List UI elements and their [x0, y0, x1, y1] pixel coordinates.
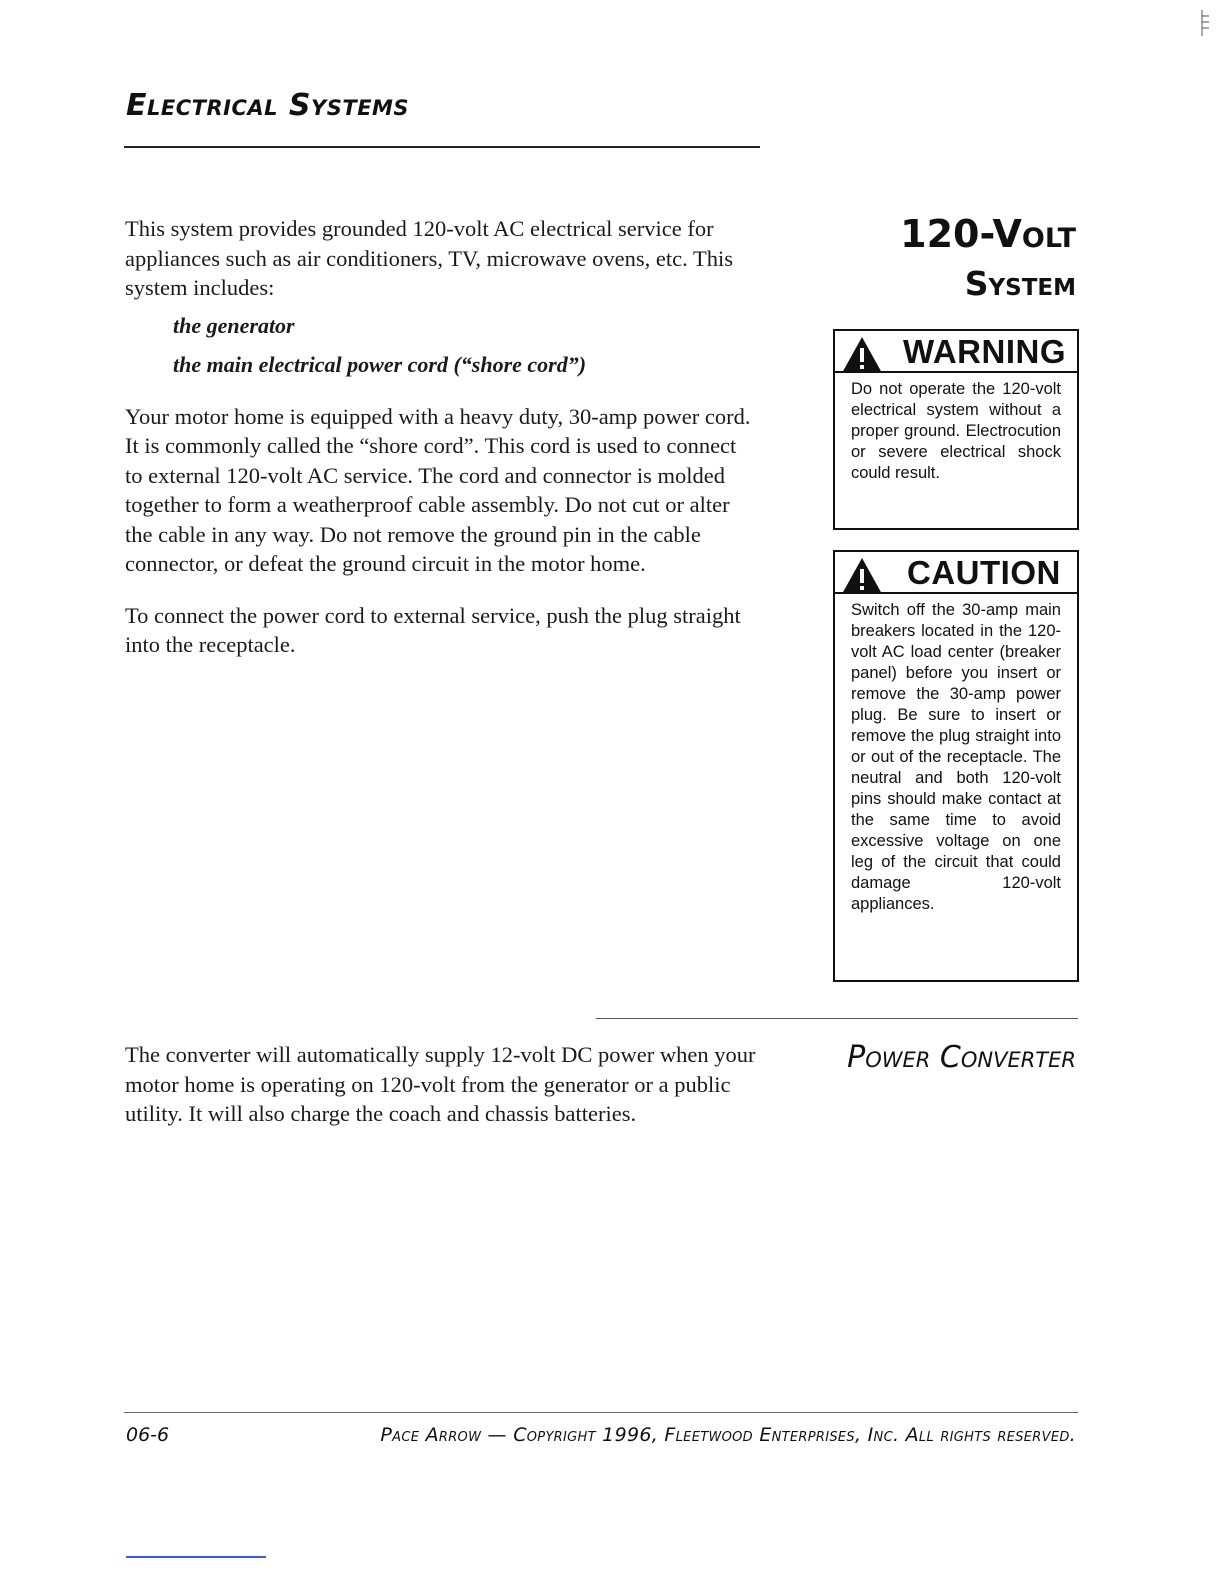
main-text-block [125, 214, 757, 660]
footer-rule [124, 1412, 1078, 1413]
warning-text: Do not operate the 120-volt electrical system without a proper ground. Electrocution or severe electrical shock could result. [851, 380, 1061, 482]
warning-triangle-icon [841, 336, 883, 374]
section-title: Electrical Systems [126, 88, 410, 123]
header-rule [124, 146, 760, 148]
sidebar-title-line-1: 120-Volt [900, 212, 1076, 256]
warning-header [835, 331, 1077, 373]
caution-label: CAUTION [907, 554, 1061, 591]
caution-text: Switch off the 30-amp main breakers located in the 120-volt AC load center (breaker panel) before you insert or remove the 30-amp power plug. Be sure to insert or remove the plug straight into or out of the receptacle. The neutral and both 120-volt pins should make contact at the same time to avoid excessive voltage on one leg of the circuit that could damage 120-volt appliances. [851, 601, 1061, 913]
converter-title: Power Converter [847, 1040, 1076, 1075]
shore-cord-paragraph: Your motor home is equipped with a heavy duty, 30-amp power cord. It is commonly called the “shore cord”. This cord is used to connect to external 120-volt AC service. The cord and connector is molded together to form a weatherproof cable assembly. Do not cut or alter the cable in any way. Do not remove the ground pin in the cable connector, or defeat the ground circuit in the motor home. [125, 403, 751, 576]
sidebar-title-line-2: System [964, 264, 1076, 303]
scan-tick-marks [1200, 8, 1210, 38]
section-divider [596, 1018, 1078, 1019]
connect-paragraph: To connect the power cord to external service, push the plug straight into the receptacle. [125, 602, 741, 657]
list-item-shore-cord: the main electrical power cord (“shore cord”) [173, 352, 587, 377]
copyright-line: Pace Arrow — Copyright 1996, Fleetwood Enterprises, Inc. All rights reserved. [380, 1424, 1076, 1446]
page-number: 06-6 [126, 1424, 170, 1446]
scan-mark-line [126, 1556, 266, 1558]
caution-triangle-icon [841, 557, 883, 595]
intro-paragraph: This system provides grounded 120-volt AC electrical service for appliances such as air conditioners, TV, microwave ovens, etc. This system includes: [125, 216, 733, 300]
converter-paragraph: The converter will automatically supply 12-volt DC power when your motor home is operating on 120-volt from the generator or a public utility. It will also charge the coach and chassis batteries. [125, 1042, 756, 1126]
warning-label: WARNING [903, 333, 1066, 370]
warning-box [833, 329, 1079, 530]
list-item-generator: the generator [173, 312, 295, 338]
caution-header [835, 552, 1077, 594]
caution-box [833, 550, 1079, 982]
